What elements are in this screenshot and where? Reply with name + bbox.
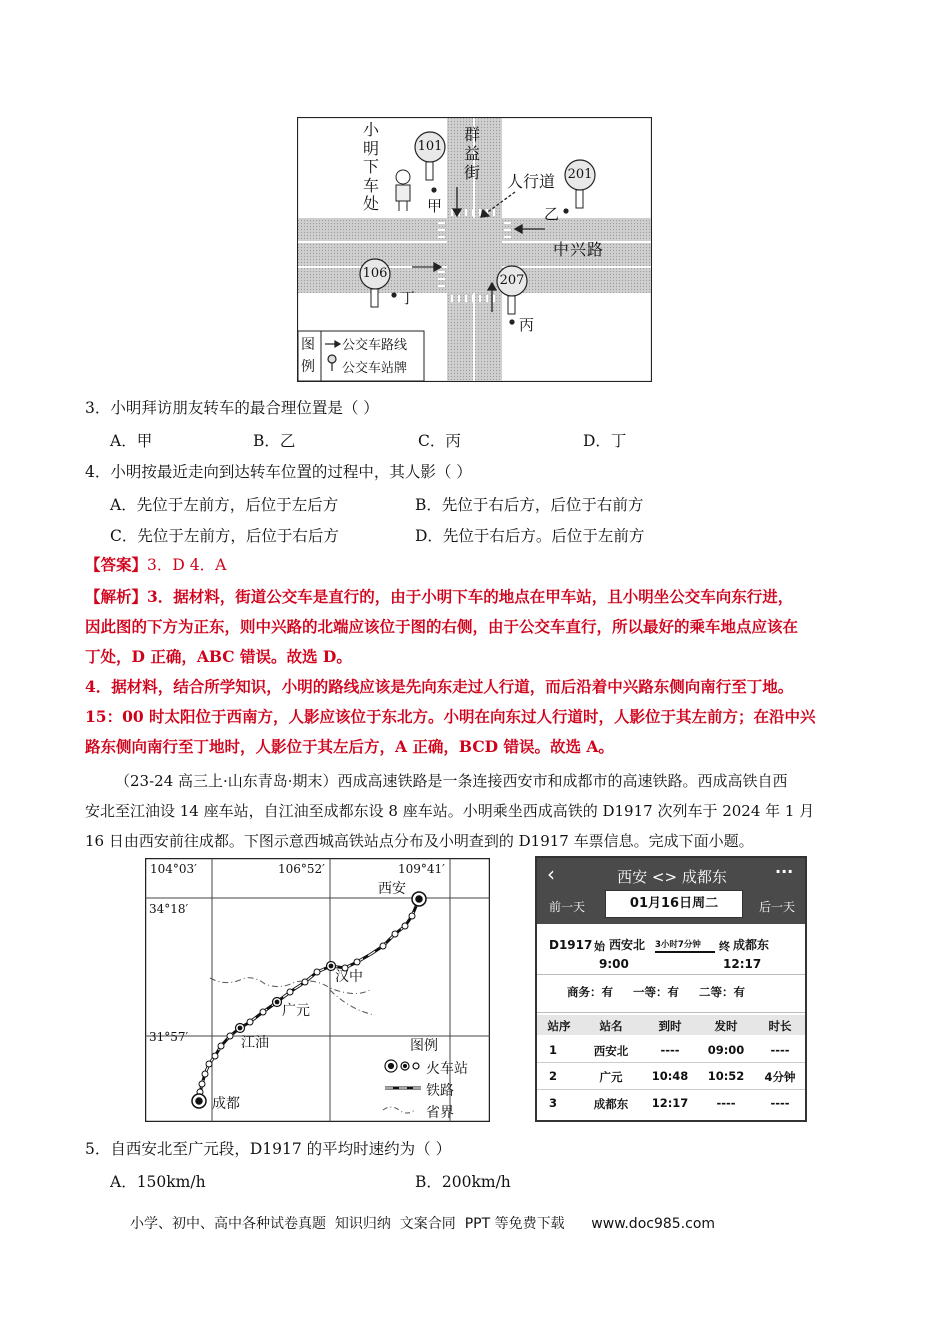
q5-option-a: A．150km/h	[110, 1173, 206, 1191]
legend-bus-stop: 公交车站牌	[342, 361, 408, 376]
train-number: D1917	[549, 938, 593, 952]
row-station: 成都东	[593, 1097, 629, 1111]
table-header	[537, 1015, 805, 1035]
point-jia: 甲	[427, 197, 443, 215]
city-xian: 西安	[378, 881, 406, 897]
row-duration: ----	[770, 1043, 790, 1057]
q5-option-b: B．200km/h	[415, 1173, 511, 1191]
to-station: 成都东	[733, 938, 770, 952]
analysis-tag: 【解析】	[85, 587, 148, 606]
table-row	[537, 1038, 805, 1063]
ticket-divider-1	[537, 974, 805, 975]
question-4-stem: 4．小明按最近走向到达转车位置的过程中，其人影（ ）	[85, 463, 472, 481]
stop-201-number: 201	[567, 167, 593, 182]
col-arrive: 到时	[658, 1019, 682, 1033]
sidewalk-label: 人行道	[507, 172, 556, 191]
railway-map-figure	[145, 858, 490, 1122]
analysis-line-1-text: 3．据材料，街道公交车是直行的，由于小明下车的地点在甲车站，且小明坐公交车向东行进，	[147, 587, 794, 606]
city-chengdu: 成都	[212, 1096, 240, 1112]
ticket-header	[537, 858, 805, 924]
analysis-line-6: 路东侧向南行至丁地时，人影位于其左后方，A 正确，BCD 错误。故选 A。	[85, 737, 614, 756]
stop-106-number: 106	[362, 266, 388, 281]
answer-text: 3．D 4．A	[147, 556, 227, 574]
map-legend-station: 火车站	[426, 1061, 468, 1077]
map-legend-railway: 铁路	[426, 1083, 454, 1099]
legend-bus-route: 公交车路线	[342, 338, 408, 353]
q4-option-b: B．先位于右后方，后位于右前方	[415, 496, 644, 514]
intro-line-3: 16 日由西安前往成都。下图示意西城高铁站点分布及小明查到的 D1917 车票信息。完成下面小题。	[85, 832, 754, 850]
more-icon[interactable]: ···	[775, 862, 794, 881]
city-guangyuan: 广元	[282, 1003, 310, 1019]
lon-label-1: 104°03′	[150, 862, 197, 876]
legend-title: 图例	[301, 337, 315, 375]
q3-option-a: A．甲	[110, 432, 153, 450]
q3-option-d: D．丁	[583, 432, 627, 450]
col-index: 站序	[547, 1019, 571, 1033]
row-depart: 09:00	[707, 1043, 745, 1057]
prev-day-button[interactable]: 前一天	[549, 900, 586, 914]
analysis-block	[85, 582, 870, 762]
q3-option-c: C．丙	[418, 432, 461, 450]
route-title: 西安 <> 成都东	[617, 868, 727, 886]
row-arrive: ----	[660, 1043, 680, 1057]
seat-availability: 商务：有 一等：有 二等：有	[567, 985, 746, 999]
row-index: 2	[548, 1069, 557, 1083]
col-depart: 发时	[714, 1019, 738, 1033]
arrival-time: 12:17	[723, 957, 762, 971]
q4-option-d: D．先位于右后方。后位于左前方	[415, 527, 645, 545]
lat-label-2: 31°57′	[149, 1030, 189, 1044]
map-legend-title: 图例	[410, 1038, 438, 1054]
departure-time: 9:00	[599, 957, 629, 971]
row-arrive: 10:48	[651, 1069, 689, 1083]
q3-option-b: B．乙	[253, 432, 296, 450]
question-5-stem: 5．自西安北至广元段，D1917 的平均时速约为（ ）	[85, 1140, 452, 1158]
point-bing: 丙	[519, 316, 535, 334]
intro-line-2: 安北至江油设 14 座车站，自江油至成都东设 8 座车站。小明乘坐西成高铁的 D1917 次列车于 2024 年 1 月	[85, 802, 815, 820]
street-map-figure	[297, 117, 652, 382]
passage-intro	[85, 766, 875, 856]
intro-line-1: （23-24 高三上·山东青岛·期末）西成高速铁路是一条连接西安市和成都市的高速铁路。西成高铁自西	[115, 772, 788, 790]
from-station: 西安北	[609, 938, 646, 952]
q4-option-a: A．先位于左前方，后位于左后方	[110, 496, 339, 514]
row-index: 1	[548, 1043, 557, 1057]
date-box[interactable]: 01月16日周二	[605, 890, 743, 918]
table-row	[537, 1090, 805, 1116]
ticket-screen	[535, 856, 807, 1122]
duration-arrow	[655, 951, 715, 953]
analysis-line-2: 因此图的下方为正东，则中兴路的北端应该位于图的右侧，由于公交车直行，所以最好的乘车地点应该在	[85, 617, 799, 636]
row-depart: 10:52	[707, 1069, 745, 1083]
start-tag: 始	[594, 940, 605, 953]
analysis-line-1	[85, 582, 870, 612]
row-duration: ----	[770, 1096, 790, 1110]
row-station: 西安北	[593, 1044, 629, 1058]
map-legend-boundary: 省界	[426, 1105, 454, 1121]
analysis-line-3: 丁处，D 正确，ABC 错误。故选 D。	[85, 647, 352, 666]
q4-option-c: C．先位于左前方，后位于右后方	[110, 527, 339, 545]
row-depart: ----	[716, 1096, 736, 1110]
question-3-stem: 3．小明拜访朋友转车的最合理位置是（ ）	[85, 399, 379, 417]
lon-label-3: 109°41′	[398, 862, 445, 876]
next-day-button[interactable]: 后一天	[759, 900, 796, 914]
duration: 3小时7分钟	[655, 940, 701, 950]
back-icon[interactable]: ‹	[547, 862, 555, 886]
lon-label-2: 106°52′	[278, 862, 325, 876]
point-ding: 丁	[400, 289, 416, 307]
road-name-label: 中兴路	[553, 240, 605, 259]
col-station: 站名	[599, 1019, 623, 1033]
point-yi: 乙	[544, 205, 560, 223]
city-jiangyou: 江油	[241, 1035, 269, 1051]
row-arrive: 12:17	[651, 1096, 689, 1110]
stop-101-number: 101	[417, 139, 443, 154]
stop-207-number: 207	[499, 273, 525, 288]
row-station: 广元	[599, 1070, 623, 1084]
row-duration: 4分钟	[764, 1070, 796, 1084]
analysis-line-5: 15：00 时太阳位于西南方，人影应该位于东北方。小明在向东过人行道时，人影位于其左前方；在沿中兴	[85, 707, 816, 726]
answer-tag: 【答案】	[85, 555, 148, 574]
analysis-line-4: 4．据材料，结合所学知识，小明的路线应该是先向东走过人行道，而后沿着中兴路东侧向南行至丁地。	[85, 677, 794, 696]
page-footer: 小学、初中、高中各种试卷真题 知识归纳 文案合同 PPT 等免费下载 www.doc985.com	[130, 1216, 716, 1232]
ticket-divider-2	[537, 1012, 805, 1013]
row-index: 3	[548, 1096, 557, 1110]
lat-label-1: 34°18′	[149, 902, 189, 916]
getoff-label: 小明下车处	[363, 120, 380, 213]
street-name-label: 群益街	[464, 125, 481, 182]
city-hanzhong: 汉中	[335, 969, 363, 985]
end-tag: 终	[719, 940, 730, 953]
answer-line	[85, 550, 226, 580]
table-row	[537, 1063, 805, 1090]
col-stop-duration: 时长	[768, 1019, 792, 1033]
